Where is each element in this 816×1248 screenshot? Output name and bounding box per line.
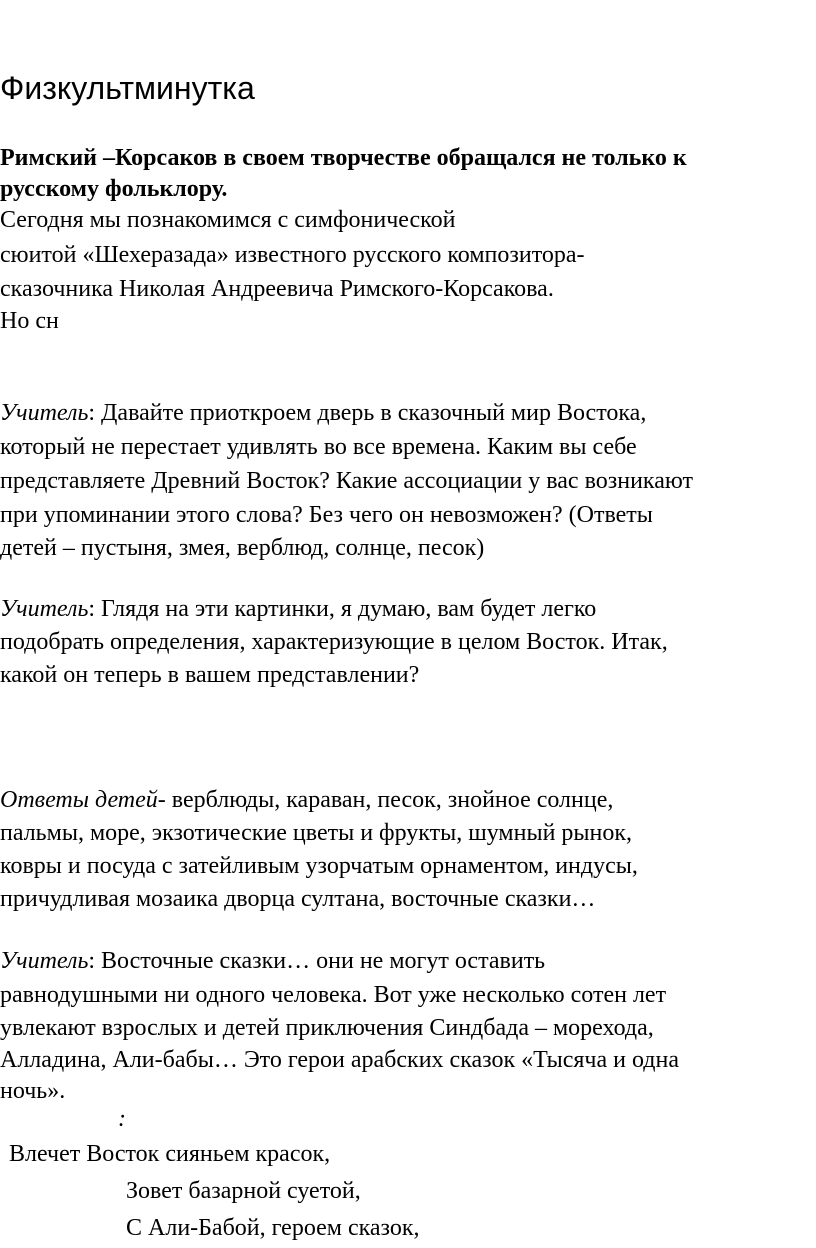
- colon-mark: :: [118, 1106, 126, 1132]
- intro-line-3: Сегодня мы познакомимся с симфонической: [0, 207, 456, 233]
- para2-line-3: какой он теперь в вашем представлении?: [0, 662, 420, 688]
- intro-line-4: сюитой «Шехеразада» известного русского композитора-: [0, 242, 585, 268]
- intro-line-6: Но сн: [0, 308, 59, 334]
- para1-line-3: представляете Древний Восток? Какие ассоциации у вас возникают: [0, 468, 693, 494]
- para4-line-3: увлекают взрослых и детей приключения Синдбада – морехода,: [0, 1015, 654, 1041]
- para2-line-1: [0, 594, 596, 624]
- para2-line-1-text: : Глядя на эти картинки, я думаю, вам будет легко: [88, 596, 597, 622]
- para1-line-5: детей – пустыня, змея, верблюд, солнце, песок): [0, 535, 485, 561]
- para4-line-5: ночь».: [0, 1078, 66, 1104]
- para1-line-2: который не перестает удивлять во все времена. Каким вы себе: [0, 434, 637, 460]
- para3-line-4: причудливая мозаика дворца султана, восточные сказки…: [0, 886, 596, 912]
- para3-line-1-text: - верблюды, караван, песок, знойное солнце,: [157, 787, 614, 813]
- intro-bold-line-2: русскому фольклору.: [0, 176, 228, 202]
- para2-line-2: подобрать определения, характеризующие в целом Восток. Итак,: [0, 629, 668, 655]
- para1-line-1-text: : Давайте приоткроем дверь в сказочный мир Востока,: [88, 400, 647, 426]
- para1-speaker: Учитель: [0, 400, 89, 426]
- para3-line-2: пальмы, море, экзотические цветы и фрукты, шумный рынок,: [0, 820, 633, 846]
- poem-line-1: Влечет Восток сияньем красок,: [9, 1141, 331, 1167]
- para3-line-3: ковры и посуда с затейливым узорчатым орнаментом, индусы,: [0, 853, 638, 879]
- para1-line-1: [0, 398, 646, 428]
- intro-bold-line-1: Римский –Корсаков в своем творчестве обращался не только к: [0, 145, 687, 171]
- para4-line-1: [0, 946, 545, 976]
- para4-line-1-text: : Восточные сказки… они не могут оставить: [88, 948, 546, 974]
- para4-line-4: Алладина, Али-бабы… Это герои арабских сказок «Тысяча и одна: [0, 1047, 680, 1073]
- intro-line-5: сказочника Николая Андреевича Римского-Корсакова.: [0, 276, 554, 302]
- para4-line-2: равнодушными ни одного человека. Вот уже несколько сотен лет: [0, 982, 667, 1008]
- para1-line-4: при упоминании этого слова? Без чего он невозможен? (Ответы: [0, 502, 653, 528]
- para4-speaker: Учитель: [0, 948, 89, 974]
- page-title: Физкультминутка: [0, 70, 255, 106]
- para2-speaker: Учитель: [0, 596, 89, 622]
- poem-line-2: Зовет базарной суетой,: [126, 1178, 361, 1204]
- para3-line-1: [0, 785, 613, 815]
- poem-line-3: С Али-Бабой, героем сказок,: [126, 1215, 420, 1241]
- para3-speaker: Ответы детей: [0, 787, 158, 813]
